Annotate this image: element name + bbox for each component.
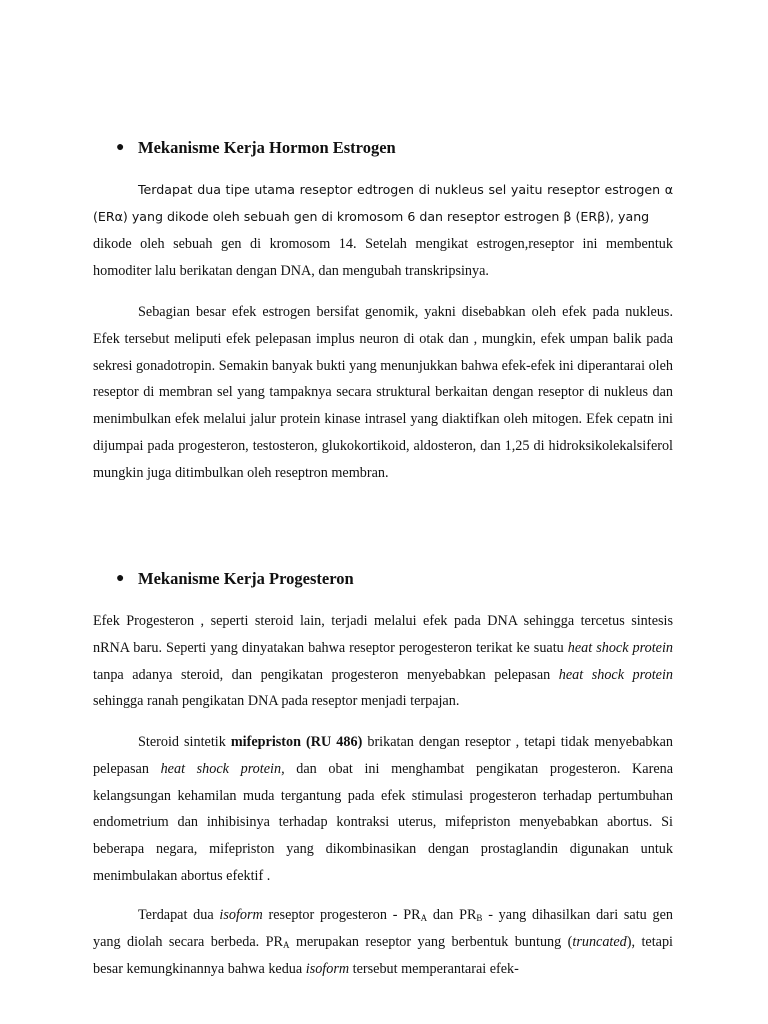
bullet-icon: ● <box>116 140 125 155</box>
heading-text: Mekanisme Kerja Progesteron <box>138 569 354 588</box>
section-heading-estrogen <box>116 138 396 158</box>
bullet-icon: ● <box>116 571 125 586</box>
paragraph-mifepriston: Steroid sintetik mifepriston (RU 486) brikatan dengan reseptor , tetapi tidak menyebabkan pelepasan heat shock protein, dan obat ini menghambat pengikatan progesteron. Karena kelangsungan kehamilan muda tergantung pada efek stimulasi progesteron terhadap pertumbuhan endometrium dan inhibisinya terhadap kontraksi uterus, mifepriston menyebabkan abortus. Si beberapa negara, mifepriston yang dikombinasikan dengan prostaglandin digunakan untuk menimbulakan abortus efektif . <box>93 734 674 884</box>
paragraph-estrogen-receptors-b: dikode oleh sebuah gen di kromosom 14. Setelah mengikat estrogen,reseptor ini membentuk homoditer lalu berikatan dengan DNA, dan mengubah transkripsinya. <box>93 236 673 279</box>
paragraph-estrogen-effects: Sebagian besar efek estrogen bersifat genomik, yakni disebabkan oleh efek pada nukleus. Efek tersebut meliputi efek pelepasan implus neuron di otak dan , mungkin, efek umpan balik pada sekresi gonadotropin. Semakin banyak bukti yang menunjukkan bahwa efek-efek ini diperantarai oleh reseptor di membran sel yang tampaknya secara struktural berkaitan dengan reseptor di nukleus dan menimbulkan efek melalui jalur protein kinase intrasel yang diaktifkan oleh mitogen. Efek cepatn ini dijumpai pada progesteron, testosteron, glukokortikoid, aldosteron, dan 1,25 di hidroksikolekalsiferol mungkin juga ditimbulkan oleh reseptron membran. <box>93 304 673 481</box>
heading-text: Mekanisme Kerja Hormon Estrogen <box>138 138 396 157</box>
section-heading-progesteron <box>116 569 354 589</box>
paragraph-progesteron-dna: Efek Progesteron , seperti steroid lain, terjadi melalui efek pada DNA sehingga tercetus sintesis nRNA baru. Seperti yang dinyatakan bahwa reseptor perogesteron terikat ke suatu heat shock protein tanpa adanya steroid, dan pengikatan progesteron menyebabkan pelepasan heat shock protein sehingga ranah pengikatan DNA pada reseptor menjadi terpajan. <box>93 613 674 710</box>
paragraph-isoform: Terdapat dua isoform reseptor progesteron - $PR_A$ dan $PR_B$ - yang dihasilkan dari satu gen yang diolah secara berbeda. $PR_A$ merupakan reseptor yang berbentuk buntung (truncated), tetapi besar kemungkinannya bahwa kedua isoform tersebut memperantarai efek- <box>93 907 673 977</box>
paragraph-estrogen-receptors-a: Terdapat dua tipe utama reseptor edtrogen di nukleus sel yaitu reseptor estrogen α (ERα) yang dikode oleh sebuah gen di kromosom 6 dan reseptor estrogen β (ERβ), yang <box>93 182 673 224</box>
